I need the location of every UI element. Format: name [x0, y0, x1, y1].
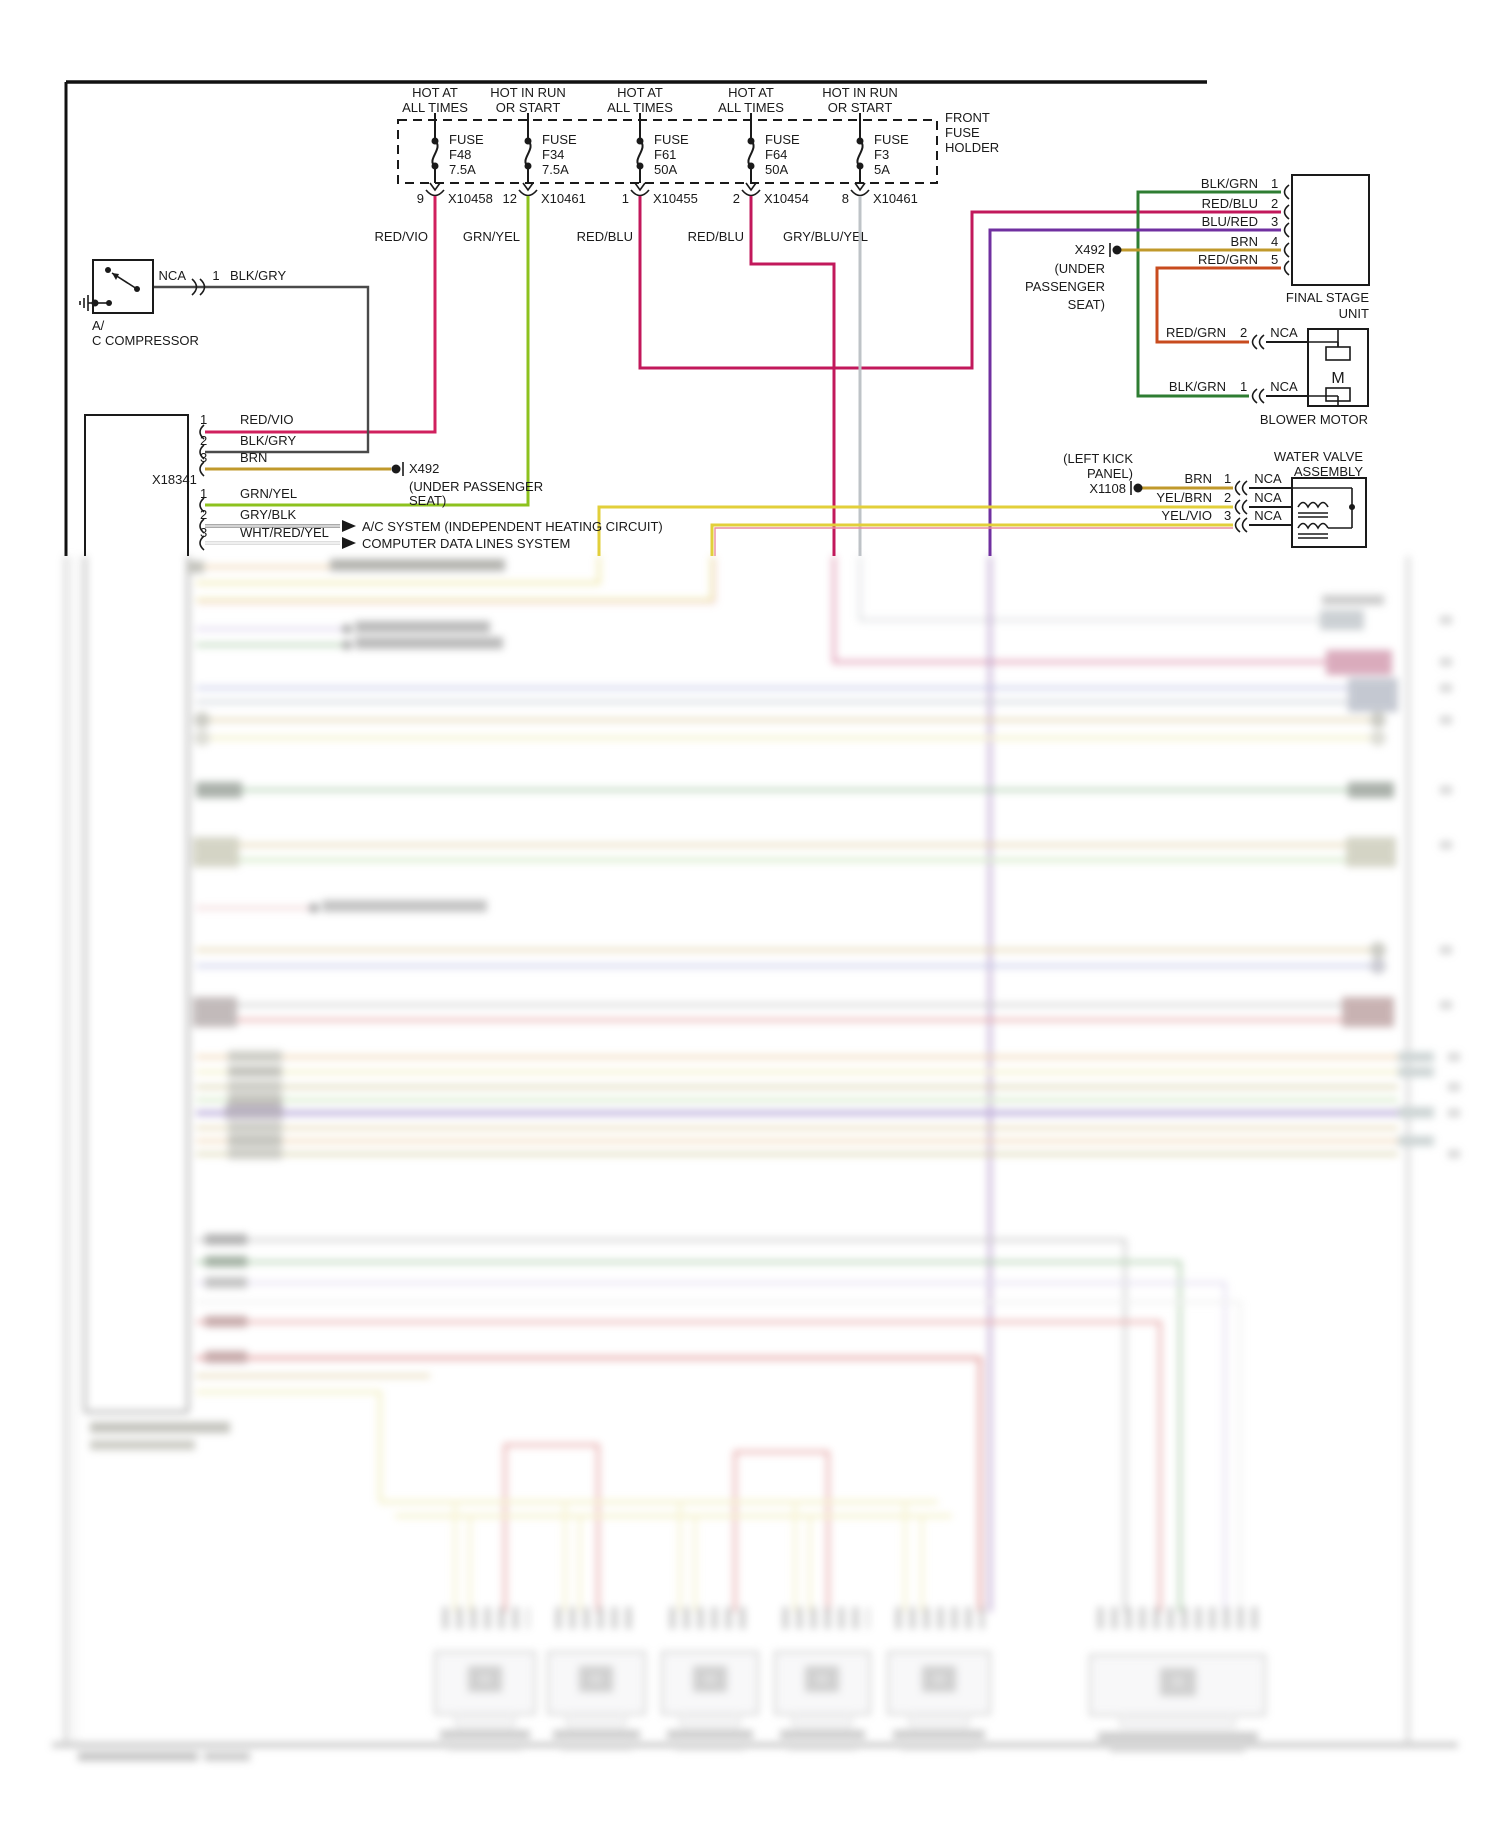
wire-color-label: GRN/YEL	[240, 486, 298, 501]
pin-bracket	[1236, 500, 1241, 514]
power-caption: ALL TIMES	[718, 100, 784, 115]
pin-number: 2	[1224, 490, 1232, 505]
wire-color-label: BLU/RED	[1201, 214, 1258, 229]
final-stage-box	[1292, 175, 1369, 285]
motor-icon: M	[1331, 370, 1345, 387]
wire-color-label: BLK/GRN	[1200, 176, 1258, 191]
wire-yel-vio	[712, 525, 1233, 556]
pin-number: 3	[1224, 508, 1232, 523]
system-reference: A/C SYSTEM (INDEPENDENT HEATING CIRCUIT)	[362, 519, 663, 534]
nca-label: NCA	[1270, 379, 1298, 394]
fuse-label: FUSE	[874, 132, 909, 147]
final-stage-unit	[1025, 175, 1369, 321]
connector-location: SEAT)	[1067, 297, 1105, 312]
wire-color-label: RED/BLU	[576, 229, 633, 244]
component-label: A/	[92, 318, 105, 333]
module-x18341	[85, 412, 663, 556]
fuse-rating: 7.5A	[449, 162, 476, 177]
component-label: WATER VALVE	[1273, 449, 1363, 464]
connector-location: (UNDER PASSENGER	[409, 479, 544, 494]
fuse-rating: 7.5A	[542, 162, 569, 177]
pin-number: 9	[416, 191, 424, 206]
wire-color-label: YEL/VIO	[1161, 508, 1212, 523]
power-caption: OR START	[827, 100, 893, 115]
pin-number: 2	[1271, 196, 1279, 211]
fuse-f3	[783, 85, 918, 244]
pin-number: 4	[1271, 234, 1279, 249]
wire-color-label: RED/VIO	[240, 412, 294, 427]
fuse-symbol	[525, 141, 530, 166]
wire-color-label: GRY/BLK	[240, 507, 297, 522]
fuse-label: FUSE	[449, 132, 484, 147]
pin-number: 2	[200, 433, 208, 448]
connector-id: X10461	[541, 191, 586, 206]
component-label: C COMPRESSOR	[92, 333, 199, 348]
connector-location: PANEL)	[1087, 466, 1133, 481]
pin-number: 1	[200, 412, 208, 427]
power-caption: HOT IN RUN	[490, 85, 566, 100]
wire-color-label: BRN	[1184, 471, 1212, 486]
pin-bracket	[1285, 223, 1290, 237]
fuse-rating: 50A	[765, 162, 789, 177]
fuse-symbol	[637, 141, 642, 166]
wire-yel-vio-stripe	[715, 528, 1233, 556]
fuse-label: FUSE	[765, 132, 800, 147]
pin-number: 8	[841, 191, 849, 206]
pin-bracket	[1236, 481, 1241, 495]
pin-bracket	[1236, 518, 1241, 532]
pin-number: 1	[621, 191, 629, 206]
component-label: UNIT	[1338, 306, 1369, 321]
pin-number: 1	[1240, 379, 1248, 394]
pin-number: 2	[200, 507, 208, 522]
wire-color-label: BRN	[240, 450, 268, 465]
connector-location: PASSENGER	[1025, 279, 1105, 294]
pin-number: 3	[200, 525, 208, 540]
connector-id: X492	[1074, 242, 1105, 257]
nca-label: NCA	[1270, 325, 1298, 340]
pin-number: 2	[732, 191, 740, 206]
obscured-preview-content	[52, 556, 1460, 1761]
pin-number: 12	[502, 191, 517, 206]
pin-number: 1	[1271, 176, 1279, 191]
fuse-rating: 50A	[654, 162, 678, 177]
fuse-id: F64	[765, 147, 788, 162]
wire-color-label: GRY/BLU/YEL	[782, 229, 868, 244]
connector-id: X18341	[152, 472, 197, 487]
fuse-holder-label: FRONT	[945, 110, 990, 125]
fuse-holder-label: HOLDER	[945, 140, 1000, 155]
pin-number: 1	[1224, 471, 1232, 486]
connector-id: X1108	[1089, 481, 1126, 496]
wire-color-label: RED/BLU	[1201, 196, 1258, 211]
component-label: ASSEMBLY	[1293, 464, 1363, 479]
connector-id: X10455	[653, 191, 698, 206]
front-fuse-holder	[398, 110, 999, 183]
component-label: BLOWER MOTOR	[1259, 412, 1368, 427]
wire-color-label: BRN	[1230, 234, 1258, 249]
wire-color-label: YEL/BRN	[1156, 490, 1212, 505]
wire-color-label: RED/GRN	[1198, 252, 1258, 267]
fuse-f61	[577, 85, 698, 244]
motor-terminal	[1326, 347, 1350, 360]
arrow-icon	[342, 520, 356, 532]
connector-location: (LEFT KICK	[1063, 451, 1133, 466]
ac-compressor	[80, 260, 286, 348]
pin-number: 1	[212, 268, 220, 283]
pin-number: 1	[200, 486, 208, 501]
connector-location: SEAT)	[409, 493, 447, 508]
wire-color-label: BLK/GRY	[240, 433, 297, 448]
fuse-holder-label: FUSE	[945, 125, 980, 140]
wire-color-label: BLK/GRY	[230, 268, 287, 283]
power-caption: HOT AT	[412, 85, 458, 100]
fuse-id: F48	[449, 147, 472, 162]
wire-blk-gry	[153, 287, 368, 452]
nca-label: NCA	[1254, 490, 1282, 505]
water-valve-assembly	[1063, 449, 1366, 547]
connector-id: X10458	[448, 191, 493, 206]
wire-yel-brn	[599, 507, 1233, 556]
compressor-box	[93, 260, 153, 313]
power-caption: OR START	[495, 100, 561, 115]
fuse-symbol	[432, 141, 437, 166]
x492-splice-icon	[392, 465, 401, 474]
nca-label: NCA	[1254, 471, 1282, 486]
fuse-f34	[463, 85, 586, 244]
solenoid-coil-icon	[1298, 503, 1328, 508]
connector-location: (UNDER	[1054, 261, 1105, 276]
fuse-symbol	[857, 141, 862, 166]
pin-bracket	[1285, 243, 1290, 257]
x492-splice-icon	[1113, 246, 1122, 255]
wire-color-label: RED/BLU	[687, 229, 744, 244]
system-reference: COMPUTER DATA LINES SYSTEM	[362, 536, 571, 551]
connector-id: X492	[409, 461, 440, 476]
fuse-rating: 5A	[874, 162, 890, 177]
x1108-splice-icon	[1134, 484, 1143, 493]
fuse-f64	[688, 85, 809, 244]
wire-color-label: RED/VIO	[374, 229, 428, 244]
nca-label: NCA	[1254, 508, 1282, 523]
power-caption: ALL TIMES	[402, 100, 468, 115]
wire-color-label: RED/GRN	[1166, 325, 1226, 340]
blurred-connector-blocks	[435, 1652, 1265, 1752]
nca-label: NCA	[158, 268, 186, 283]
pin-bracket	[1253, 335, 1258, 349]
component-label: FINAL STAGE	[1285, 290, 1369, 305]
solenoid-coil-icon	[1298, 524, 1328, 529]
fuse-label: FUSE	[654, 132, 689, 147]
pin-number: 3	[200, 450, 208, 465]
fuse-id: F34	[542, 147, 565, 162]
power-caption: HOT AT	[617, 85, 663, 100]
pin-bracket	[1253, 389, 1258, 403]
power-caption: HOT IN RUN	[822, 85, 898, 100]
wire-color-label: WHT/RED/YEL	[240, 525, 329, 540]
wire-color-label: BLK/GRN	[1168, 379, 1226, 394]
fuse-label: FUSE	[542, 132, 577, 147]
pin-bracket	[1285, 261, 1290, 275]
pin-number: 2	[1240, 325, 1248, 340]
pin-bracket	[1285, 185, 1290, 199]
arrow-icon	[342, 537, 356, 549]
wire-color-label: GRN/YEL	[462, 229, 520, 244]
power-caption: HOT AT	[728, 85, 774, 100]
fuse-symbol	[748, 141, 753, 166]
power-caption: ALL TIMES	[607, 100, 673, 115]
pin-bracket	[1285, 205, 1290, 219]
pin-number: 3	[1271, 214, 1279, 229]
connector-id: X10461	[873, 191, 918, 206]
fuse-id: F3	[874, 147, 890, 162]
wire-red-blu-f64	[751, 196, 834, 556]
pin-number: 5	[1271, 252, 1279, 267]
fuse-id: F61	[654, 147, 677, 162]
connector-id: X10454	[764, 191, 809, 206]
blower-motor	[1166, 325, 1368, 427]
